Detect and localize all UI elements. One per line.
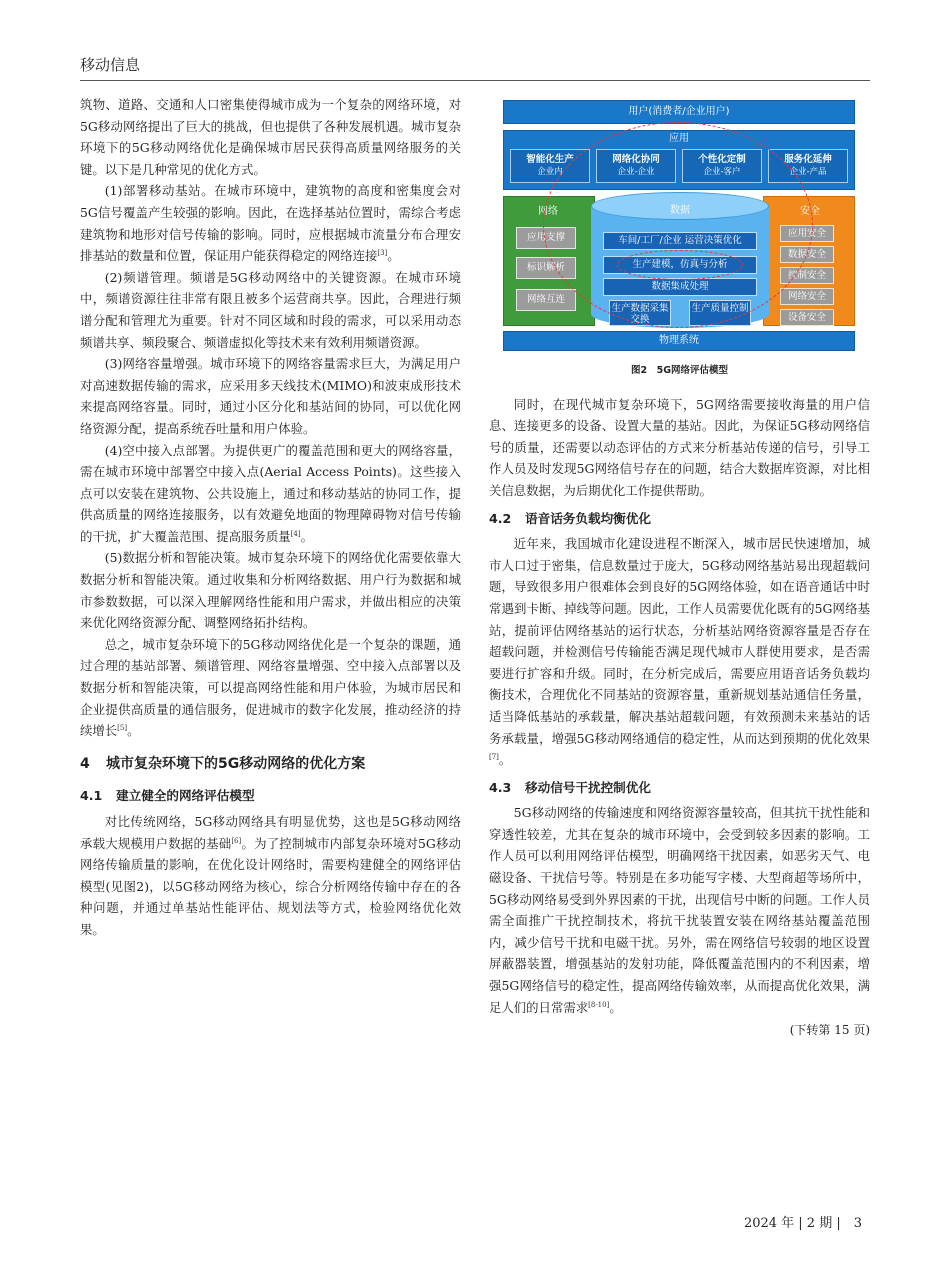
figure-network-item: 应用支撑: [516, 227, 576, 249]
paragraph: (2)频谱管理。频谱是5G移动网络中的关键资源。在城市环境中，频谱资源往往非常有限且被多个运营商共享。因此，合理进行频谱分配和管理尤为重要。针对不同区域和时段的需求，可以采用动态频谱共享、频段聚合、频谱虚拟化等技术来有效利用频谱资源。: [80, 269, 461, 350]
figure-data-item: 车间/工厂/企业 运营决策优化: [603, 232, 757, 250]
section-heading: 4 城市复杂环境下的5G移动网络的优化方案: [80, 755, 366, 772]
paragraph: (3)网络容量增强。城市环境下的网络容量需求巨大，为满足用户对高速数据传输的需求，应采用多天线技术(MIMO)和波束成形技术来提高网络容量。同时，通过小区分化和基站间的协同，可以优化网络资源分配，提高系统吞吐量和用户体验。: [80, 356, 461, 436]
subsection-heading: 4.3 移动信号干扰控制优化: [489, 779, 651, 795]
subsection-heading: 4.1 建立健全的网络评估模型: [80, 788, 255, 804]
figure-security-title: 安全: [800, 206, 820, 217]
figure-data-item: 生产建模，仿真与分析: [603, 256, 757, 274]
figure-data-item: 生产数据采集交换: [609, 300, 671, 326]
paragraph: 总之，城市复杂环境下的5G移动网络优化是一个复杂的课题，通过合理的基站部署、频谱管理、网络容量增强、空中接入点部署以及数据分析和智能决策，可以提高网络性能和用户体验，为城市居民和企业提供高质量的通信服务，促进城市的数字化发展，推动经济的持续增长[5]。: [80, 636, 461, 739]
citation: [6]: [231, 836, 242, 845]
left-column: [80, 94, 461, 941]
figure-security-item: 网络安全: [780, 288, 834, 305]
paragraph: 5G移动网络的传输速度和网络资源容量较高，但其抗干扰性能和穿透性较差，尤其在复杂的城市环境中，会受到较多因素的影响。工作人员可以利用网络评估模型，明确网络干扰因素，如恶劣天气、电磁设备、干扰信号等。特别是在多功能写字楼、大型商超等场所中，5G移动网络易受到外界因素的干扰，出现信号中断的问题。工作人员需全面推广干扰控制技术，将抗干扰装置安装在网络基站覆盖范围内，减少信号干扰和电磁干扰。另外，需在网络信号较弱的地区设置屏蔽器装置，增强基站的发射功能，降低覆盖范围内的不利因素，增强5G网络信号的稳定性，提高网络传输效率，从而提高优化效果，满足人们的日常需求[8-10]。: [489, 805, 870, 1015]
citation: [4]: [290, 529, 301, 538]
figure-app-title: 应用: [669, 133, 689, 144]
citation: [3]: [377, 249, 388, 258]
paragraph: (4)空中接入点部署。为提供更广的覆盖范围和更大的网络容量，需在城市环境中部署空中接入点(Aerial Access Points)。这些接入点可以安装在建筑物、公共设施上，通过和移动基站的协同工作，提供高质量的网络连接服务，以有效避免地面的物理障碍物对信号传输的干扰，扩大覆盖范围、提高服务质量[4]。: [80, 442, 461, 544]
paragraph: 近年来，我国城市化建设进程不断深入，城市居民快速增加，城市人口过于密集，信息数量过于庞大，5G移动网络基站易出现超载问题，导致很多用户很难体会到良好的5G网络体验，如在语音通话中时常遇到卡断、掉线等问题。因此，工作人员需要优化既有的5G网络基站，提前评估网络基站的运行状态，分析基站网络资源容量是否存在超载问题，并检测信号传输能否满足现代城市人群使用要求，是否需要进行扩容和升级。同时，在分析完成后，需要应用语音话务负载均衡技术，合理优化不同基站的资源容量，重新规划基站通信任务量，适当降低基站的承载量，解决基站超载问题，有效预测未来基站的话务承载量，增强5G移动网络通信的稳定性，从而达到预期的优化效果[7]。: [489, 536, 870, 768]
figure-app-box: 个性化定制 企业-客户: [682, 149, 762, 183]
citation: [5]: [117, 724, 128, 733]
figure-physical-bar: 物理系统: [503, 331, 855, 351]
journal-title: 移动信息: [80, 56, 141, 74]
citation: [8-10]: [588, 1000, 610, 1009]
network-evaluation-figure: [503, 100, 855, 350]
figure-dashed-ellipse-inner: [617, 250, 743, 280]
figure-network-item: 标识解析: [516, 257, 576, 279]
citation: [7]: [489, 752, 499, 761]
figure-app-box: 服务化延伸 企业-产品: [768, 149, 848, 183]
figure-user-bar: 用户(消费者/企业用户): [503, 100, 855, 124]
figure-app-box: 网络化协同 企业-企业: [596, 149, 676, 183]
subsection-heading: 4.2 语音话务负载均衡优化: [489, 510, 651, 526]
figure-data-item: 生产质量控制: [689, 300, 751, 326]
figure-data-item: 数据集成处理: [603, 278, 757, 296]
right-column: [489, 100, 870, 1042]
figure-caption: 图2 5G网络评估模型: [630, 365, 729, 376]
figure-security-item: 应用安全: [780, 225, 834, 242]
paragraph: (5)数据分析和智能决策。城市复杂环境下的网络优化需要依靠大数据分析和智能决策。通过收集和分析网络数据、用户行为数据和城市参数数据，可以深入理解网络性能和用户需求，并做出相应的决策来优化网络资源分配、调整网络拓扑结构。: [80, 550, 461, 631]
figure-security-item: 控制安全: [780, 267, 834, 284]
paragraph: 筑物、道路、交通和人口密集使得城市成为一个复杂的网络环境，对5G移动网络提出了巨大的挑战，但也提供了各种发展机遇。城市复杂环境下的5G移动网络优化是确保城市居民获得高质量网络服务的关键。以下是几种常见的优化方式。: [80, 97, 461, 177]
paragraph: 同时，在现代城市复杂环境下，5G网络需要接收海量的用户信息、连接更多的设备、设置大量的基站。因此，为保证5G移动网络信号的质量，还需要以动态评估的方式来分析基站传递的信号，引导工作人员及时发现5G网络信号存在的问题，结合大数据库资源，对比相关信息数据，为后期优化工作提供帮助。: [489, 396, 870, 498]
page-footer: 2024 年 | 2 期 | 3: [743, 1216, 862, 1231]
figure-security-item: 数据安全: [780, 246, 834, 263]
paragraph: (1)部署移动基站。在城市环境中，建筑物的高度和密集度会对5G信号覆盖产生较强的影响。因此，在选择基站位置时，需综合考虑建筑物和地形对信号传输的影响。同时，应根据城市流量分布合理安排基站的数量和位置，保证用户能获得稳定的网络连接[3]。: [80, 183, 461, 264]
figure-network-item: 网络互连: [516, 289, 576, 311]
figure-data-title: 数据: [670, 205, 690, 216]
continued-note: (下转第 15 页): [789, 1023, 870, 1038]
figure-security-item: 设备安全: [780, 309, 834, 326]
figure-network-title: 网络: [538, 206, 558, 217]
paragraph: 对比传统网络，5G移动网络具有明显优势，这也是5G移动网络承载大规模用户数据的基础[6]。为了控制城市内部复杂环境对5G移动网络传输质量的影响，在优化设计网络时，需要构建健全的网络评估模型(见图2)，以5G移动网络为核心，综合分析网络传输中存在的各种问题，并通过单基站性能评估、规划法等方式，检验网络优化效果。: [80, 814, 462, 937]
figure-app-box: 智能化生产 企业内: [510, 149, 590, 183]
figure-dashed-ellipse: [543, 122, 813, 328]
header-rule: [80, 80, 870, 81]
